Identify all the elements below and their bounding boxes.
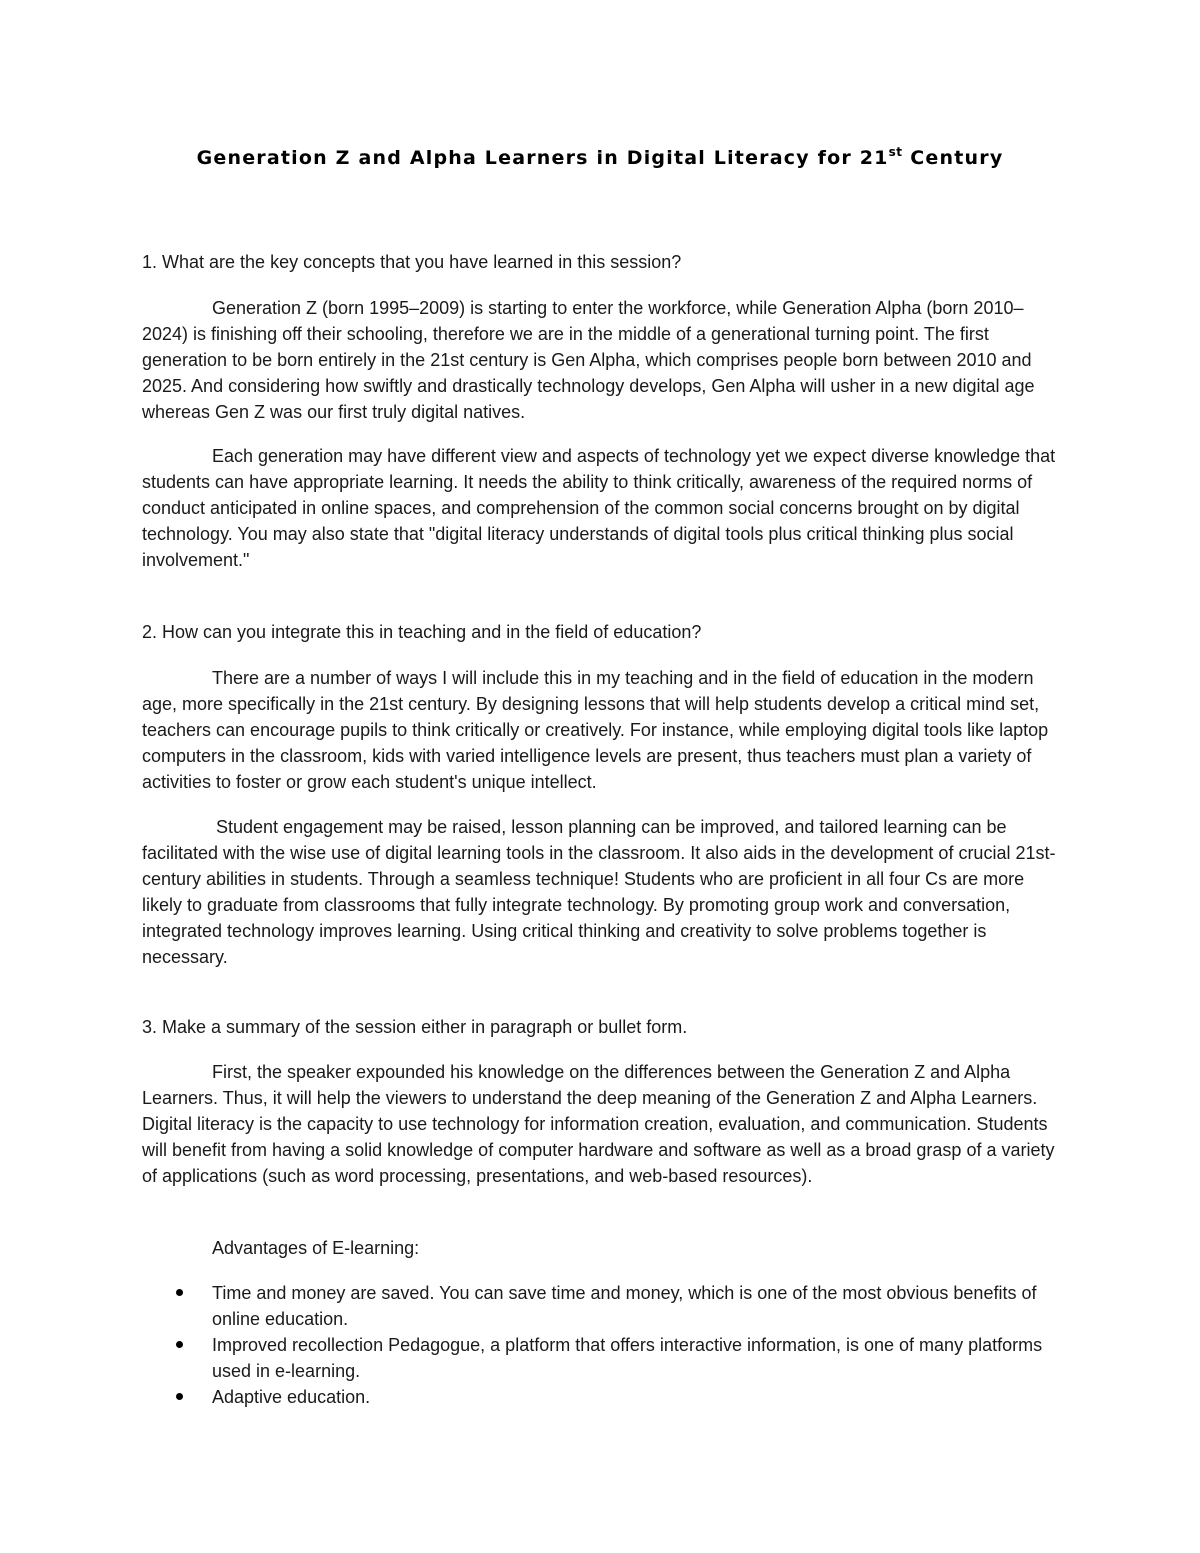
section-1-paragraph-2: Each generation may have different view and aspects of technology yet we expect diverse knowledge that students can have appropriate learning. It needs the ability to think critically, awareness of the required norms of conduct anticipated in online spaces, and comprehension of the common social concerns brought on by digital technology. You may also state that "digital literacy understands of digital tools plus critical thinking plus social involvement." — [142, 446, 1056, 570]
bullet-icon — [176, 1289, 183, 1296]
section-2-paragraph-2: Student engagement may be raised, lesson planning can be improved, and tailored learning can be facilitated with the wise use of digital learning tools in the classroom. It also aids in the development of crucial 21st-century abilities in students. Through a seamless technique! Students who are proficient in all four Cs are more likely to graduate from classrooms that fully integrate technology. By promoting group work and conversation, integrated technology improves learning. Using critical thinking and creativity to solve problems together is necessary. — [142, 817, 1056, 967]
section-3-paragraph-1: First, the speaker expounded his knowledge on the differences between the Generation Z and Alpha Learners. Thus, it will help the viewers to understand the deep meaning of the Generation Z and Alpha Learners. Digital literacy is the capacity to use technology for information creation, evaluation, and communication. Students will benefit from having a solid knowledge of computer hardware and software as well as a broad grasp of a variety of applications (such as word processing, presentations, and web-based resources). — [142, 1062, 1055, 1186]
list-item-text: Improved recollection Pedagogue, a platform that offers interactive information, is one of many platforms used in e-learning. — [212, 1335, 1043, 1381]
bullet-icon — [176, 1393, 183, 1400]
section-1-paragraph-1: Generation Z (born 1995–2009) is starting to enter the workforce, while Generation Alpha (born 2010–2024) is finishing off their schooling, therefore we are in the middle of a generational turning point. The first generation to be born entirely in the 21st century is Gen Alpha, which comprises people born between 2010 and 2025. And considering how swiftly and drastically technology develops, Gen Alpha will usher in a new digital age whereas Gen Z was our first truly digital natives. — [142, 298, 1035, 422]
advantages-heading: Advantages of E-learning: — [212, 1238, 420, 1258]
section-2-paragraph-1: There are a number of ways I will include this in my teaching and in the field of education in the modern age, more specifically in the 21st century. By designing lessons that will help students develop a critical mind set, teachers can encourage pupils to think critically or creatively. For instance, while employing digital tools like laptop computers in the classroom, kids with varied intelligence levels are present, thus teachers must plan a variety of activities to foster or grow each student's unique intellect. — [142, 668, 1049, 792]
list-item — [142, 1384, 1058, 1410]
list-item-text: Adaptive education. — [212, 1387, 371, 1407]
title-main: Generation Z and Alpha Learners in Digital Literacy for 21 — [196, 147, 889, 169]
question-3: 3. Make a summary of the session either in paragraph or bullet form. — [142, 1017, 688, 1037]
question-2: 2. How can you integrate this in teaching and in the field of education? — [142, 622, 702, 642]
bullet-icon — [176, 1341, 183, 1348]
document-title — [142, 143, 1058, 173]
title-superscript: st — [888, 144, 903, 159]
list-item — [142, 1332, 1058, 1384]
title-tail: Century — [902, 147, 1004, 169]
list-item — [142, 1280, 1058, 1332]
advantages-list — [142, 1280, 1058, 1410]
question-1: 1. What are the key concepts that you have learned in this session? — [142, 252, 682, 272]
list-item-text: Time and money are saved. You can save time and money, which is one of the most obvious benefits of online education. — [212, 1283, 1037, 1329]
